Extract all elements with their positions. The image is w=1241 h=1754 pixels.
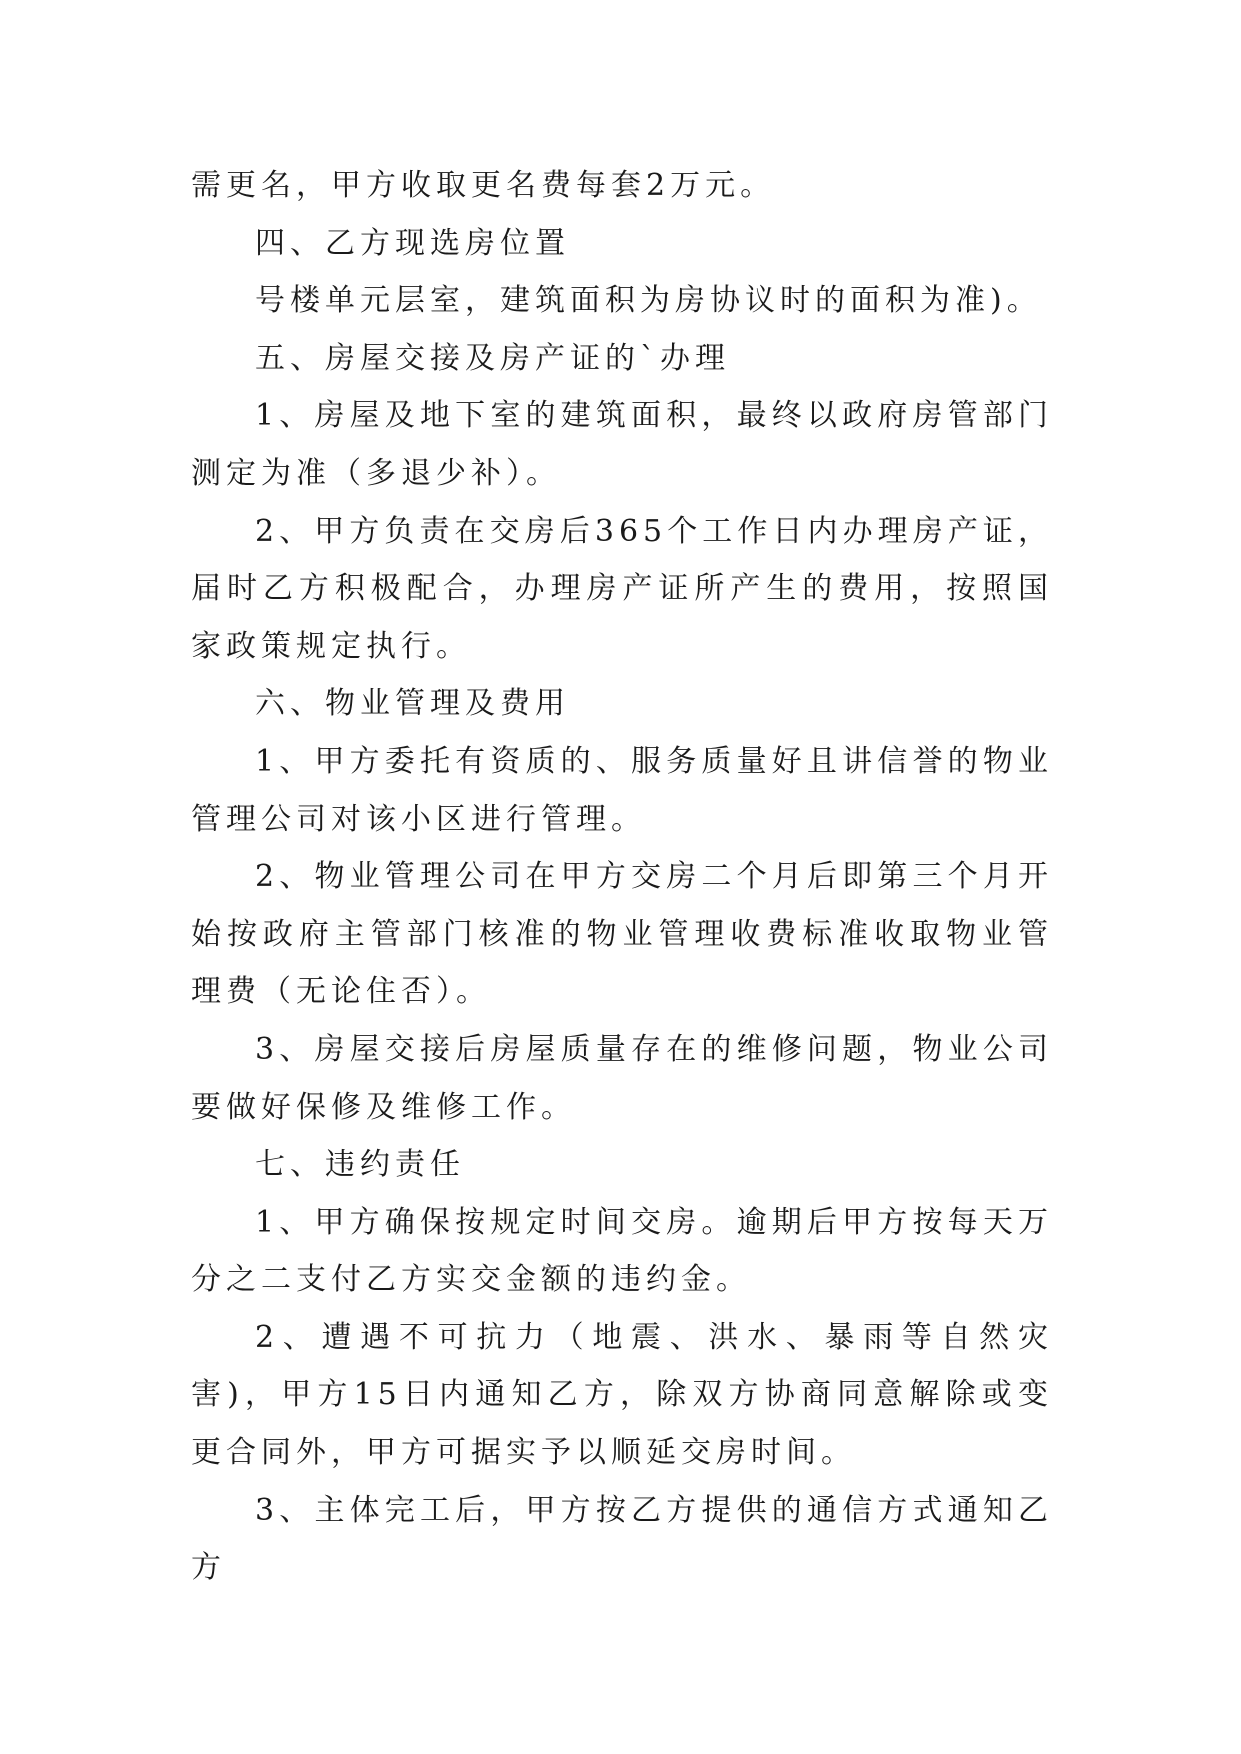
- heading-section-7: 七、违约责任: [255, 1147, 465, 1183]
- paragraph-rename-fee: 需更名，甲方收取更名费每套2万元。: [191, 168, 776, 203]
- paragraph-6-2: 2、物业管理公司在甲方交房二个月后即第三个月开始按政府主管部门核准的物业管理收费标准收取物业管理费（无论住否）。: [191, 859, 1053, 1010]
- paragraph-7-3: 3、主体完工后，甲方按乙方提供的通信方式通知乙方: [191, 1492, 1053, 1586]
- paragraph-5-2: 2、甲方负责在交房后365个工作日内办理房产证，届时乙方积极配合，办理房产证所产生的费用，按照国家政策规定执行。: [191, 513, 1053, 664]
- paragraph-7-2: 2、遭遇不可抗力（地震、洪水、暴雨等自然灾害)，甲方15日内通知乙方，除双方协商同意解除或变更合同外，甲方可据实予以顺延交房时间。: [191, 1319, 1053, 1471]
- heading-section-6: 六、物业管理及费用: [255, 686, 570, 722]
- paragraph-7-1: 1、甲方确保按规定时间交房。逾期后甲方按每天万分之二支付乙方实交金额的违约金。: [191, 1204, 1053, 1298]
- paragraph-6-3: 3、房屋交接后房屋质量存在的维修问题，物业公司要做好保修及维修工作。: [191, 1031, 1053, 1125]
- paragraph-5-1: 1、房屋及地下室的建筑面积，最终以政府房管部门测定为准（多退少补）。: [191, 398, 1053, 491]
- paragraph-house-location: 号楼单元层室，建筑面积为房协议时的面积为准)。: [255, 283, 1042, 319]
- document-body: [191, 157, 1053, 1597]
- heading-section-4: 四、乙方现选房位置: [255, 225, 570, 261]
- paragraph-6-1: 1、甲方委托有资质的、服务质量好且讲信誉的物业管理公司对该小区进行管理。: [191, 743, 1053, 837]
- heading-section-5: 五、房屋交接及房产证的`办理: [255, 340, 730, 376]
